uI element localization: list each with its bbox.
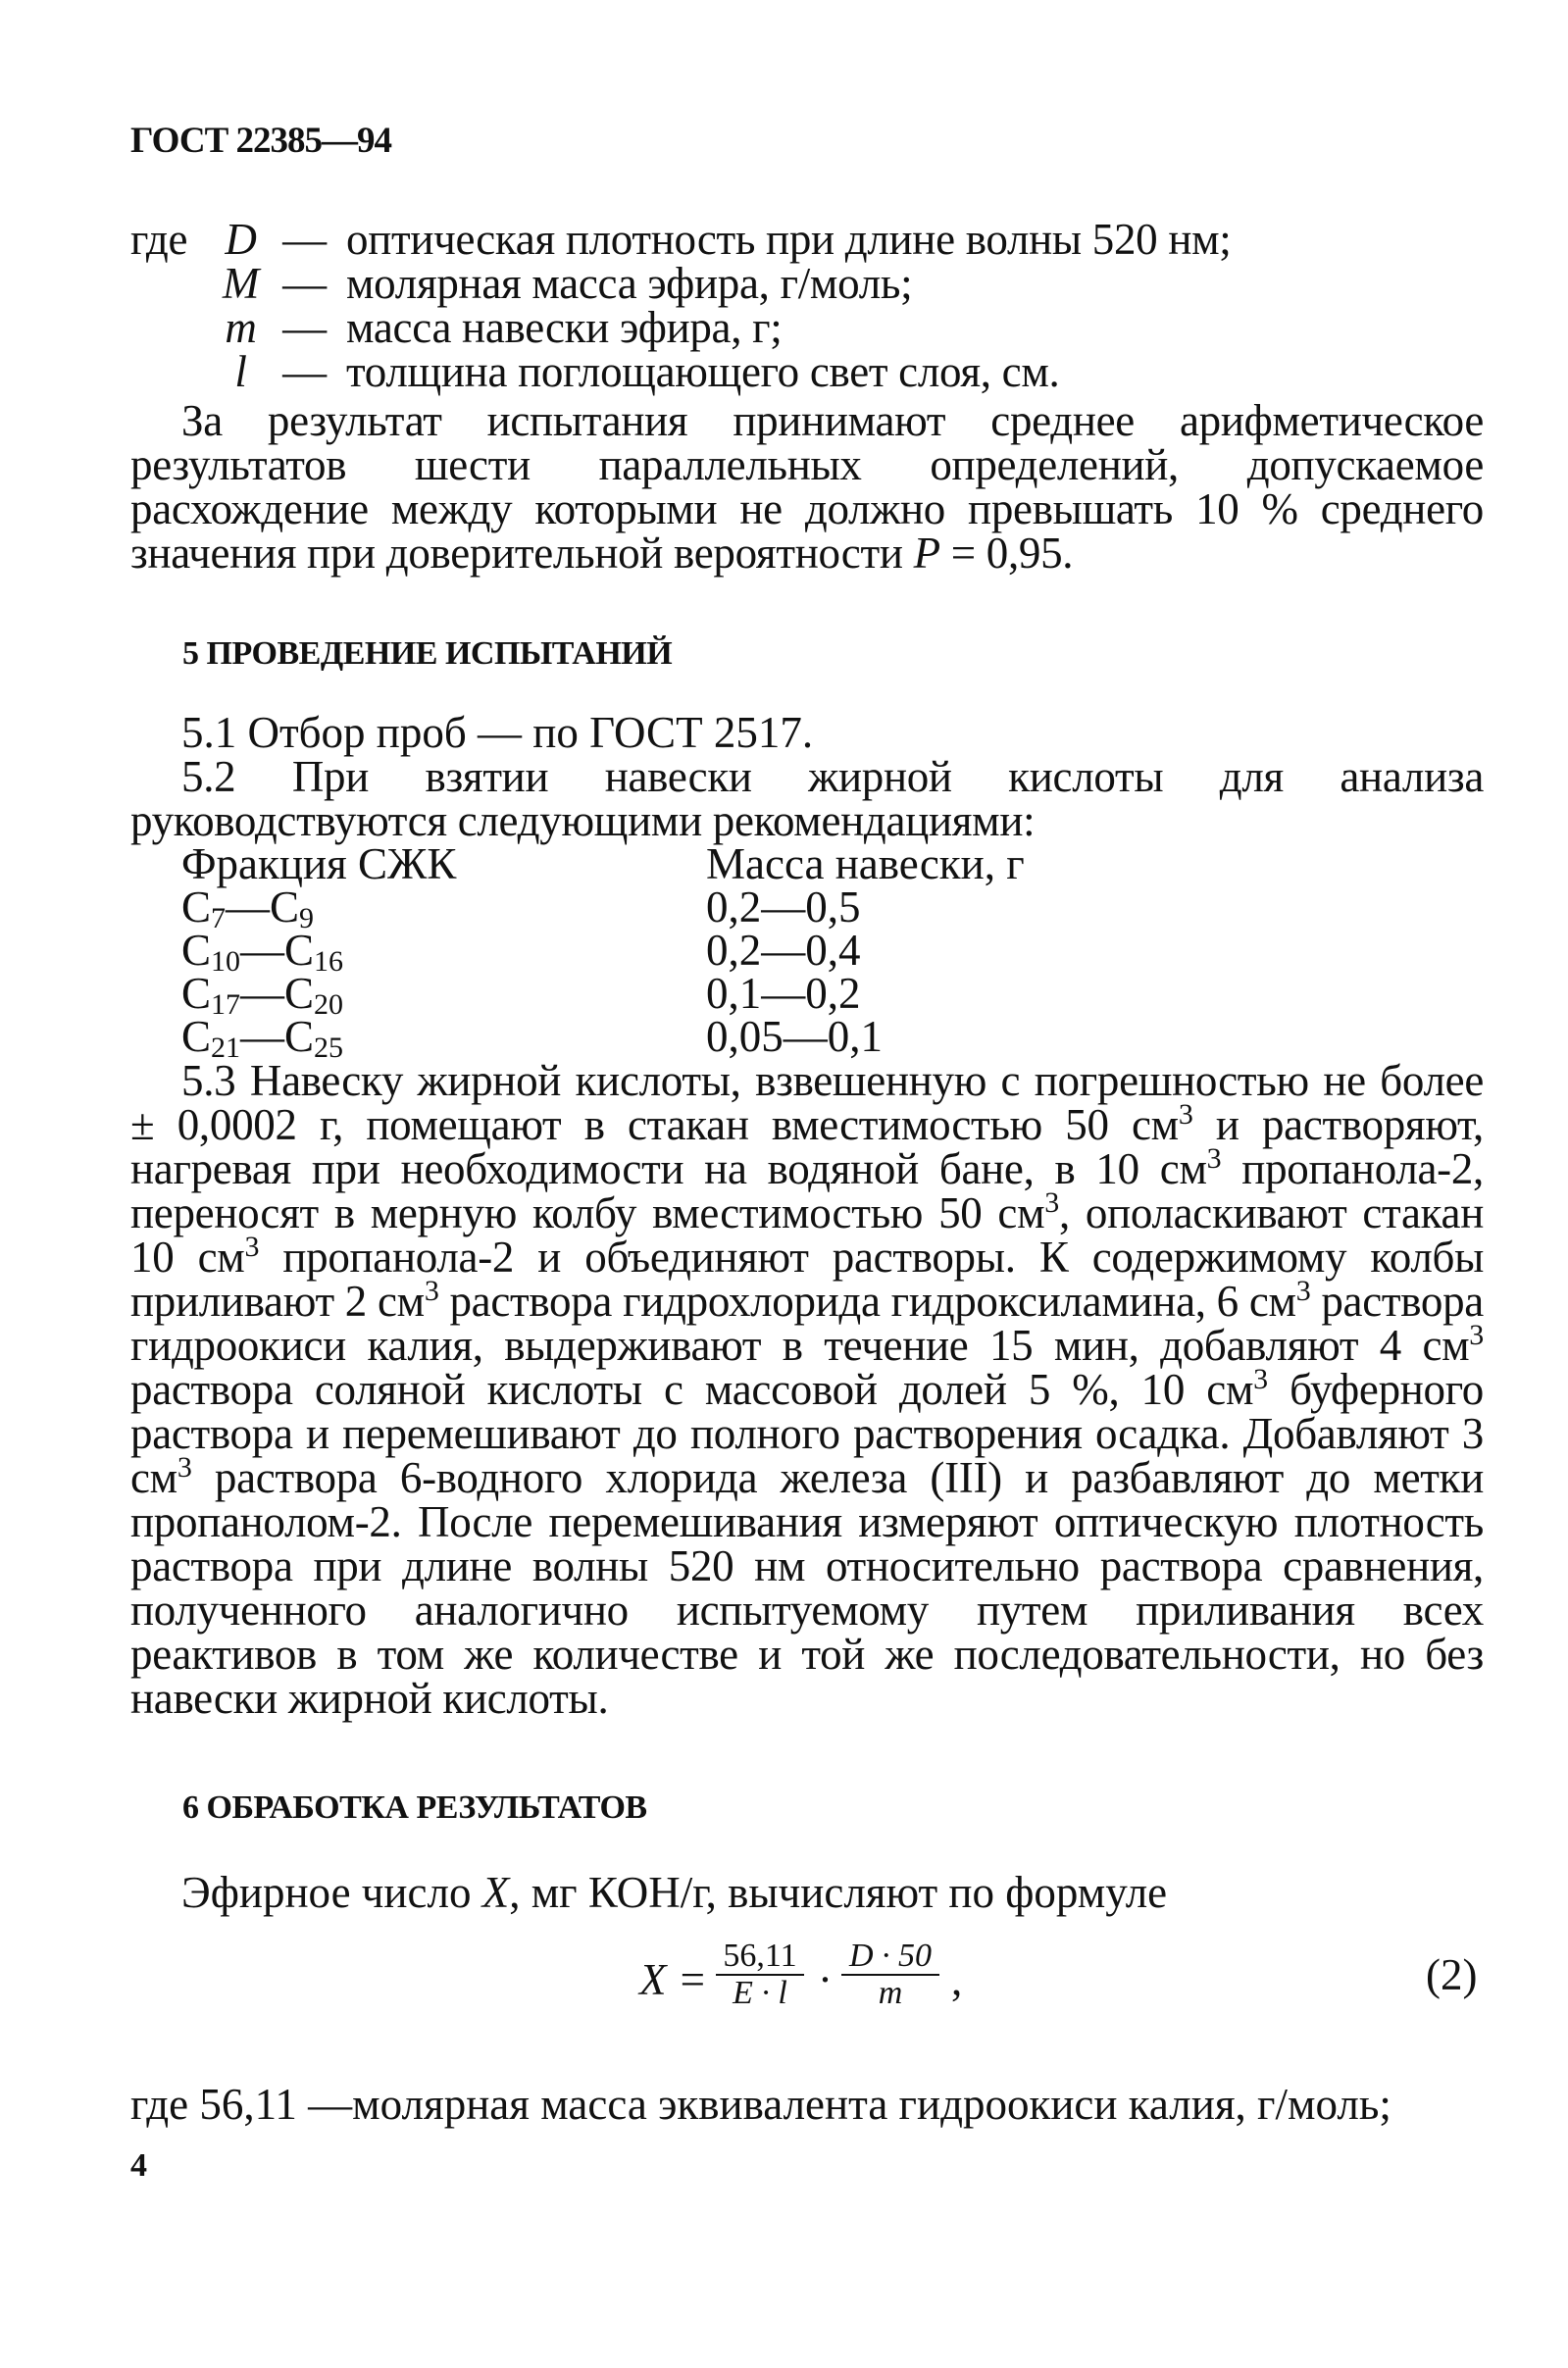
formula-tail: ,	[951, 1955, 963, 2004]
definition-text: молярная масса эфира, г/моль;	[346, 259, 913, 308]
fraction-cell: $C_7—C_9$	[181, 882, 315, 934]
constant-definition: где 56,11 —молярная масса эквивалента гидроокиси калия, г/моль;	[130, 2080, 1391, 2129]
column-header: Масса навески, г	[706, 839, 1025, 888]
mass-cell: 0,2—0,5	[706, 882, 861, 932]
definition-dash: —	[282, 347, 327, 396]
definition-text: масса навески эфира, г;	[346, 303, 783, 352]
formula-dot: ·	[818, 1955, 833, 2004]
definitions-list	[130, 215, 1484, 396]
probability-variable: P	[913, 529, 940, 578]
definition-symbol: m	[225, 303, 257, 352]
mass-cell: 0,05—0,1	[706, 1012, 883, 1061]
mass-cell: 0,2—0,4	[706, 926, 861, 975]
column-header: Фракция СЖК	[181, 839, 457, 888]
fraction-cell: $C_{17}—C_{20}$	[181, 969, 344, 1021]
definition-symbol: D	[225, 215, 257, 264]
clause-5-3: 5.3 Навеску жирной кислоты, взвешенную с погрешностью не более ± 0,0002 г, помещают в стакан вместимостью 50 $см^3$ и растворяют, нагревая при необходимости на водяной бане, в 10 $см^3$ пропанола-2, переносят в мерную колбу вместимостью 50 $см^3$, ополаскивают стакан 10 $см^3$ пропанола-2 и объединяют растворы. К содержимому колбы приливают 2 $см^3$ раствора гидрохлорида гидроксиламина, 6 $см^3$ раствора гидроокиси калия, выдерживают в течение 15 мин, добавляют 4 $см^3$ раствора соляной кислоты с массовой долей 5 %, 10 $см^3$ буферного раствора и перемешивают до полного растворения осадка. Добавляют 3 $см^3$ раствора 6-водного хлорида железа (III) и разбавляют до метки пропанолом-2. После перемешивания измеряют оптическую плотность раствора при длине волны 520 нм относительно раствора сравнения, полученного аналогично испытуемому путем приливания всех реактивов в том же количестве и той же последовательности, но без навески жирной кислоты.	[130, 1056, 1485, 1723]
standard-header: ГОСТ 22385—94	[130, 121, 391, 161]
definition-symbol: l	[234, 347, 247, 396]
definitions-lead: где	[130, 215, 188, 264]
definition-text: оптическая плотность при длине волны 520 нм;	[346, 215, 1232, 264]
table-header-row	[181, 839, 1064, 888]
definition-row	[130, 259, 1484, 308]
formula-fraction-1: $\frac{56,11}{E \cdot l}$	[716, 1939, 804, 2011]
result-paragraph: За результат испытания принимают среднее арифметическое результатов шести параллельных определений, допускаемое расхождение между которыми не должно превышать 10 % среднего значения при доверительной вероятности P = 0,95.	[130, 396, 1484, 578]
formula-fraction-2: $\frac{D \cdot 50}{m}$	[841, 1939, 939, 2011]
clause-5-1: 5.1 Отбор проб — по ГОСТ 2517.	[181, 708, 814, 757]
section-6-title: 6 ОБРАБОТКА РЕЗУЛЬТАТОВ	[182, 1789, 647, 1826]
definition-row	[130, 303, 1484, 352]
definition-row	[130, 347, 1484, 396]
table-row	[181, 882, 1064, 934]
table-row	[181, 1012, 1064, 1064]
definition-dash: —	[282, 215, 327, 264]
section-5-title: 5 ПРОВЕДЕНИЕ ИСПЫТАНИЙ	[182, 635, 673, 672]
table-row	[181, 926, 1064, 978]
fraction-cell: $C_{10}—C_{16}$	[181, 926, 344, 978]
mass-cell: 0,1—0,2	[706, 969, 861, 1018]
table-row	[181, 969, 1064, 1021]
fraction-cell: $C_{21}—C_{25}$	[181, 1012, 344, 1064]
clause-5-2: 5.2 При взятии навески жирной кислоты для анализа руководствуются следующими рекомендациями:	[130, 752, 1484, 845]
definition-symbol: M	[222, 259, 260, 308]
page-number: 4	[130, 2147, 147, 2184]
formula-number: (2)	[1426, 1950, 1478, 1999]
definition-dash: —	[282, 259, 327, 308]
fraction-mass-table	[181, 839, 1064, 1064]
definition-row	[130, 215, 1484, 264]
formula-lhs: X =	[639, 1955, 708, 2004]
definition-dash: —	[282, 303, 327, 352]
ester-number-formula	[628, 1937, 981, 2025]
definition-text: толщина поглощающего свет слоя, см.	[346, 347, 1060, 396]
formula-intro: Эфирное число X, мг КОН/г, вычисляют по формуле	[181, 1868, 1168, 1917]
